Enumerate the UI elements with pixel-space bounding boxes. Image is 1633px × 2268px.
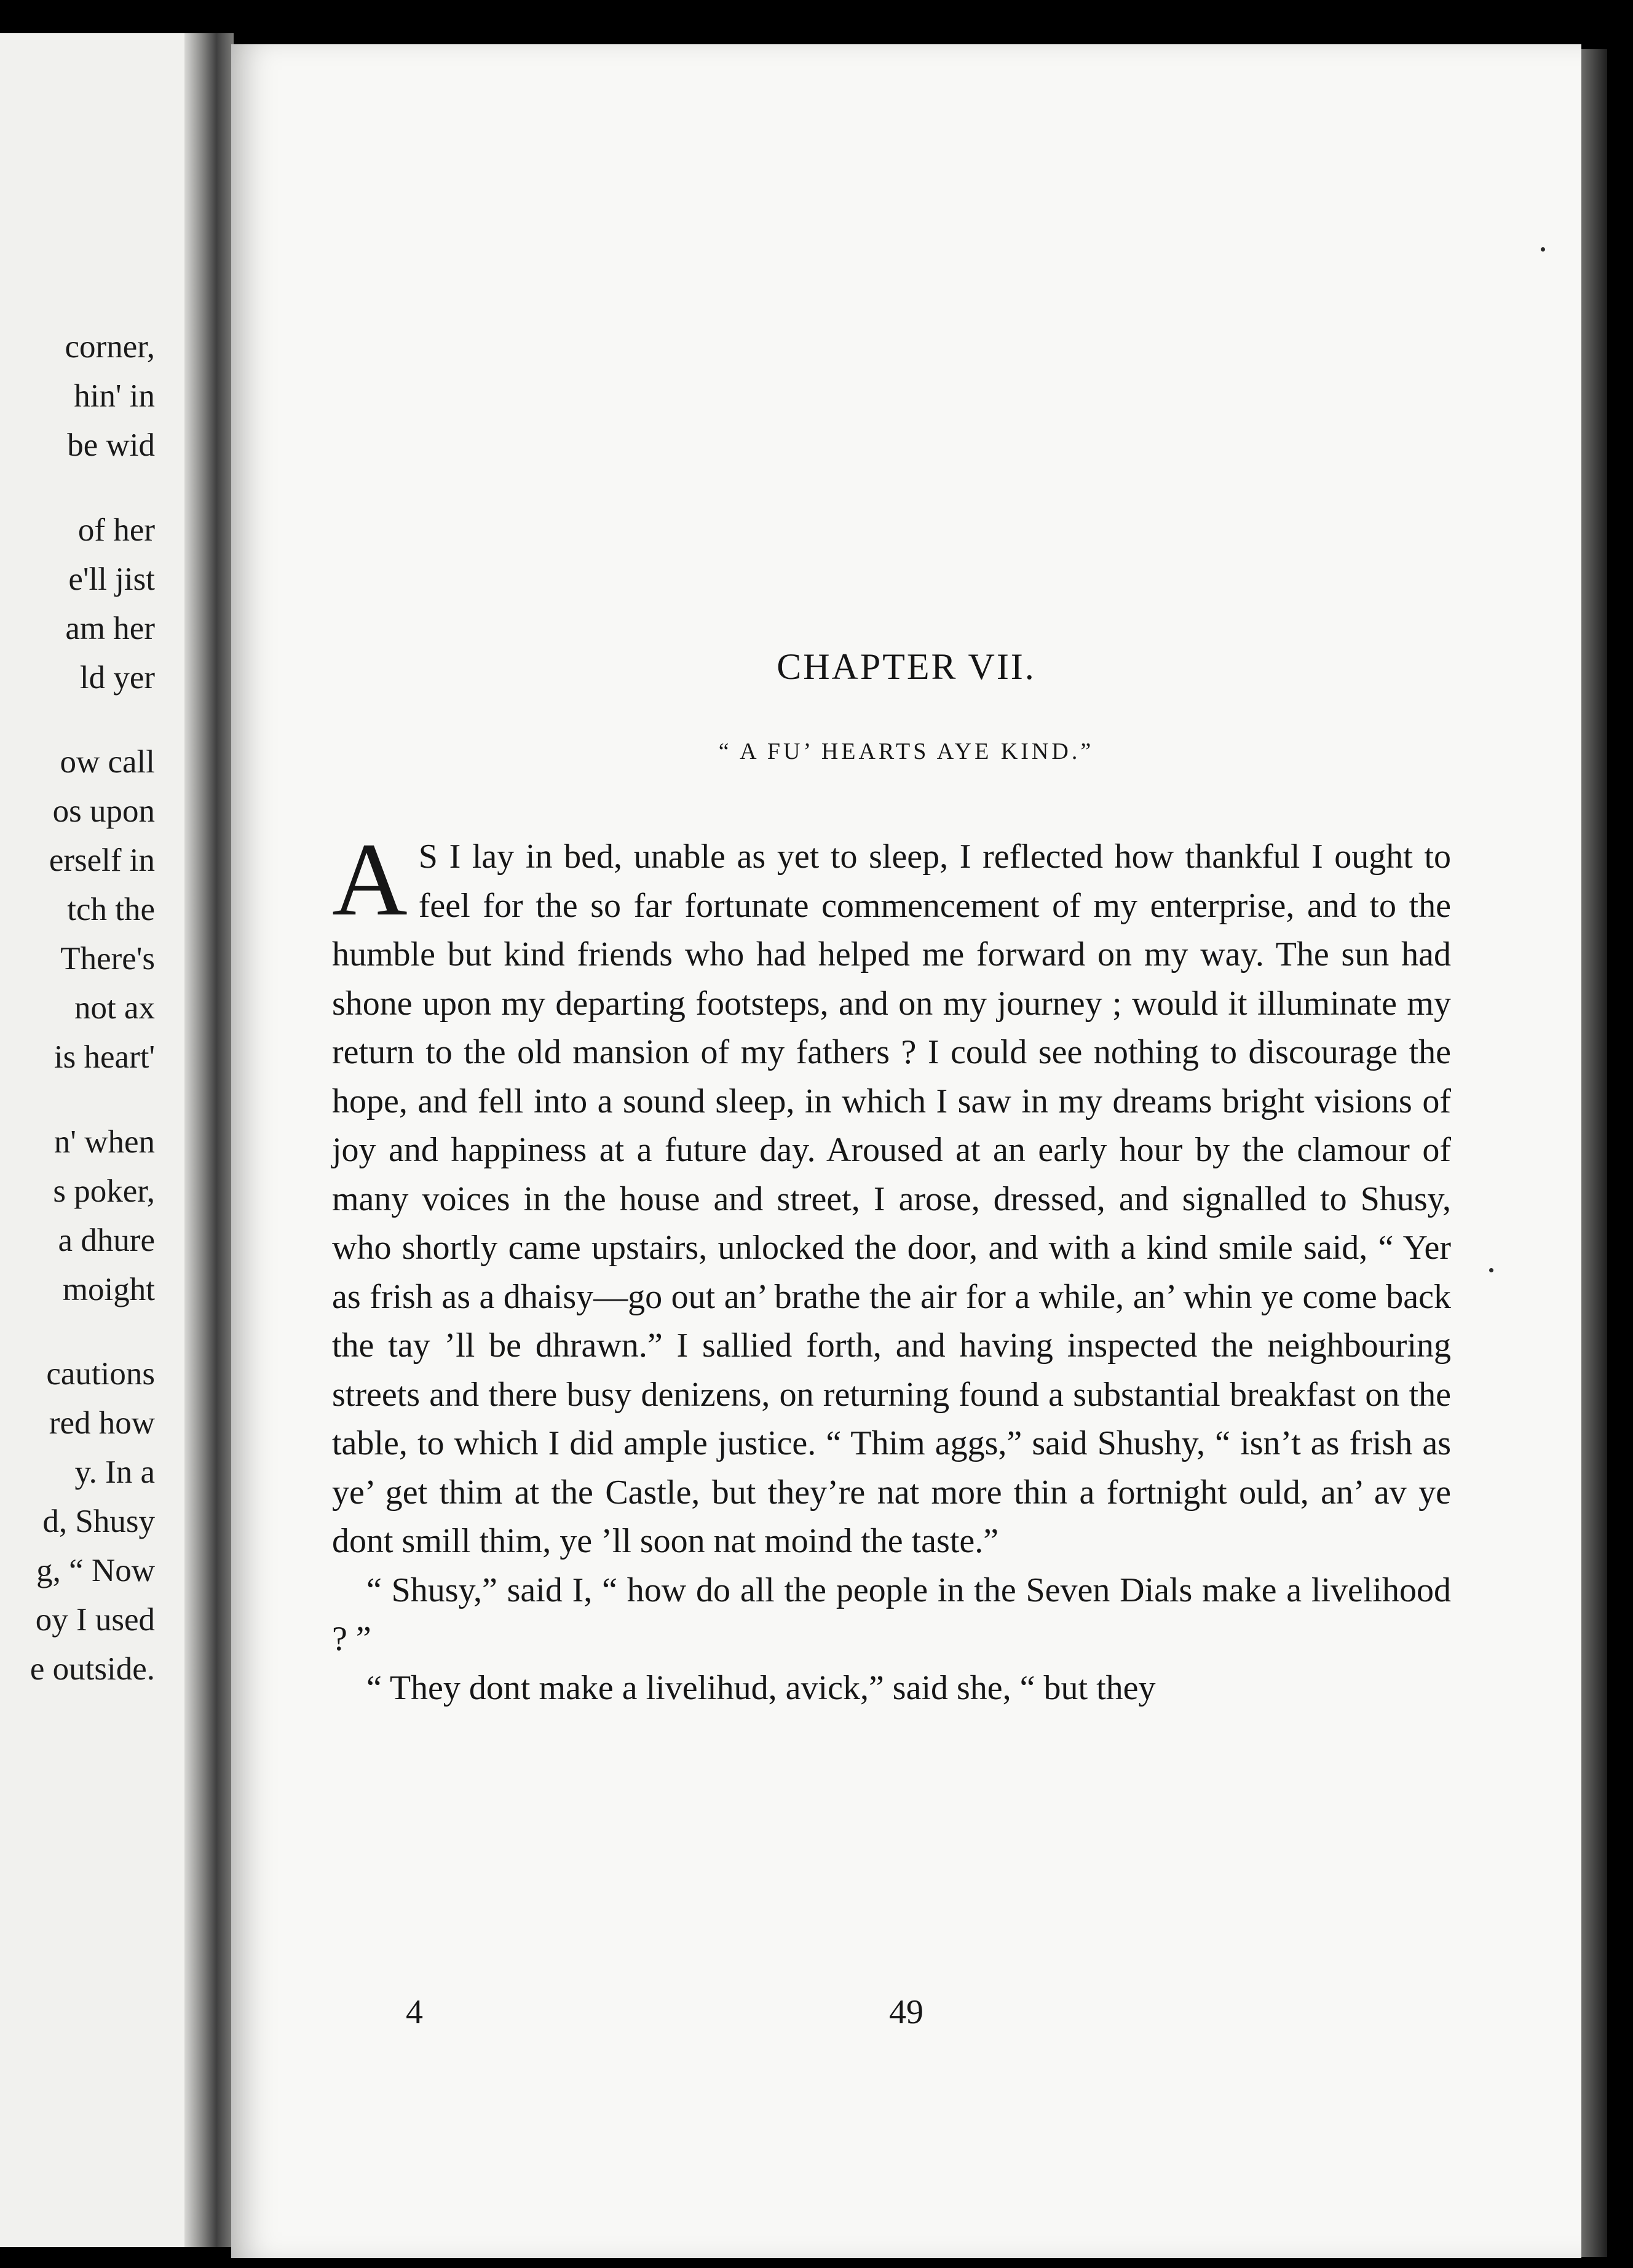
left-page-line: d, Shusy — [42, 1504, 155, 1540]
left-page-line: s poker, — [53, 1173, 155, 1209]
body-text — [332, 822, 1451, 1713]
left-facing-page — [0, 33, 196, 2247]
left-page-line: red how — [49, 1405, 155, 1441]
left-page-line: ld yer — [79, 659, 155, 696]
ink-speck — [1489, 1268, 1493, 1272]
left-page-line: of her — [77, 512, 155, 548]
drop-cap: A — [332, 822, 408, 937]
paragraph-3: “ They dont make a livelihud, avick,” said she, “ but they — [366, 1668, 1156, 1707]
left-page-line: n' when — [53, 1124, 155, 1160]
ink-speck — [1541, 247, 1545, 252]
left-page-line: There's — [60, 941, 155, 977]
left-page-line: e outside. — [30, 1651, 155, 1687]
left-page-line: e'll jist — [68, 561, 155, 597]
book-gutter — [184, 33, 234, 2247]
right-page — [231, 44, 1581, 2258]
paragraph-1-text: S I lay in bed, unable as yet to sleep, I reflected how thankful I ought to feel for the so far fortunate commencement of my enterprise, and to the humble but kind friends who had helped me forward on my way. The sun had shone upon my departing footsteps, and on my journey ; would it illuminate my return to the old mansion of my fathers ? I could see nothing to discourage the hope, and fell into a sound sleep, in which I saw in my dreams bright visions of joy and happiness at a future day. Aroused at an early hour by the clamour of many voices in the house and street, I arose, dressed, and signalled to Shusy, who shortly came upstairs, unlocked the door, and with a kind smile said, “ Yer as frish as a dhaisy—go out an’ brathe the air for a while, an’ whin ye come back the tay ’ll be dhrawn.” I sallied forth, and having inspected the neighbouring streets and there busy denizens, on returning found a substantial breakfast on the table, to which I did ample justice. “ Thim aggs,” said Shushy, “ isn’t as frish as ye’ get thim at the Castle, but they’re nat more thin a fortnight ould, an’ av ye dont smill thim, ye ’ll soon nat moind the taste.” — [332, 838, 1451, 1560]
signature-mark: 4 — [406, 1993, 423, 2031]
chapter-title: CHAPTER VII. — [777, 646, 1036, 687]
left-page-line: corner, — [65, 329, 155, 365]
paragraph-1 — [332, 822, 1451, 1566]
left-page-line: is heart' — [53, 1039, 155, 1076]
left-page-line: hin' in — [74, 378, 155, 414]
chapter-epigraph: “ A FU’ HEARTS AYE KIND.” — [718, 739, 1094, 764]
left-page-line: be wid — [67, 427, 155, 463]
page-edge — [1581, 49, 1607, 2257]
left-page-line: not ax — [74, 990, 155, 1026]
left-page-line: am her — [65, 610, 155, 646]
left-page-line: a dhure — [58, 1222, 155, 1258]
left-page-line: cautions — [46, 1356, 155, 1392]
left-page-line: oy I used — [35, 1602, 155, 1638]
left-page-line: g, “ Now — [36, 1553, 155, 1589]
page-number: 49 — [889, 1993, 923, 2031]
left-page-line: erself in — [49, 843, 155, 879]
left-page-line: moight — [62, 1271, 155, 1307]
left-page-line: y. In a — [74, 1454, 155, 1491]
left-page-line: tch the — [67, 892, 155, 928]
paragraph-2: “ Shusy,” said I, “ how do all the people in the Seven Dials make a livelihood ? ” — [332, 1571, 1451, 1658]
left-page-line: ow call — [60, 744, 155, 780]
left-page-line: os upon — [52, 793, 155, 830]
